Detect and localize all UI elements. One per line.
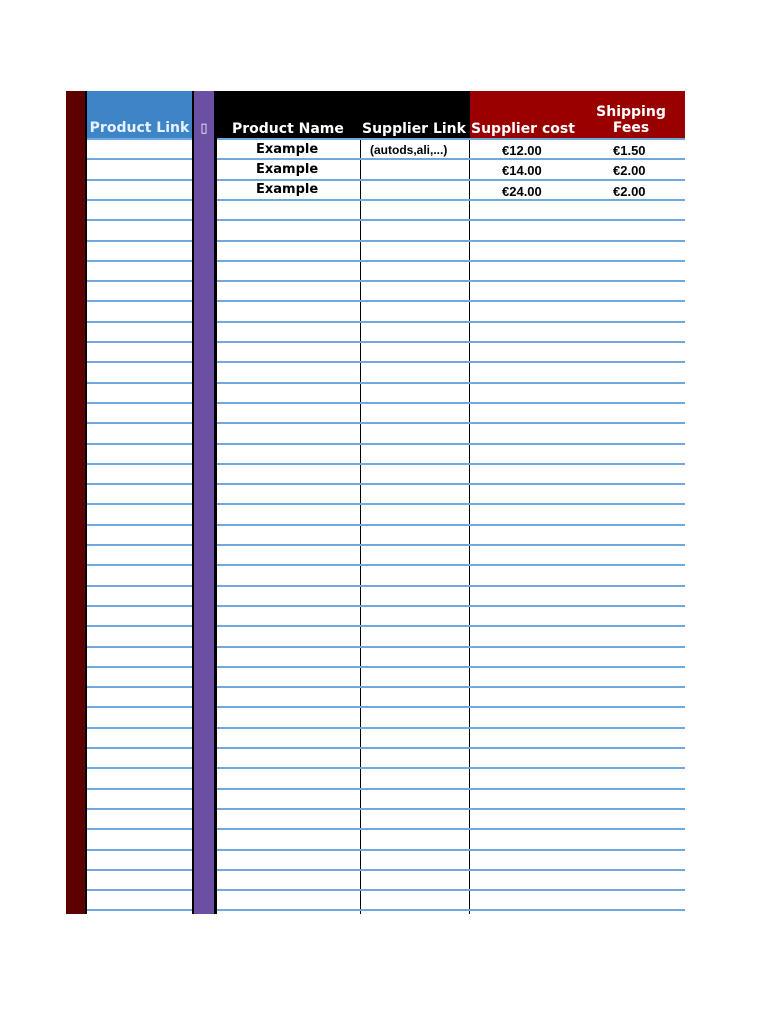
row-line (217, 219, 685, 221)
row-line (87, 483, 192, 485)
row-line (87, 219, 192, 221)
row-line (217, 280, 685, 282)
row-line (87, 382, 192, 384)
row-line (217, 625, 685, 627)
row-line (87, 503, 192, 505)
row-line (217, 808, 685, 810)
row-line (217, 382, 685, 384)
cell-product-name[interactable]: Example (256, 142, 319, 157)
row-line (87, 544, 192, 546)
row-line (87, 666, 192, 668)
row-line (87, 361, 192, 363)
row-line (87, 909, 192, 911)
cell-shipping-fees[interactable]: €2.00 (613, 163, 646, 178)
row-line (217, 240, 685, 242)
row-line (217, 909, 685, 911)
header-supplier-cost[interactable]: Supplier cost (471, 121, 575, 137)
row-line (217, 686, 685, 688)
row-line (217, 158, 685, 160)
row-line (87, 727, 192, 729)
row-line (87, 199, 192, 201)
row-line (87, 869, 192, 871)
row-line (217, 138, 685, 140)
row-line (87, 625, 192, 627)
row-line (217, 199, 685, 201)
row-line (217, 706, 685, 708)
cell-supplier-cost[interactable]: €14.00 (502, 163, 542, 178)
header-purple (194, 91, 214, 138)
row-line (217, 483, 685, 485)
row-line (217, 443, 685, 445)
column-divider (360, 138, 361, 914)
cell-supplier-cost[interactable]: €12.00 (502, 143, 542, 158)
placeholder-glyph-icon: ▯ (200, 121, 208, 136)
row-line (87, 402, 192, 404)
cell-supplier-link[interactable]: (autods,ali,...) (370, 143, 448, 157)
row-line (217, 503, 685, 505)
row-line (217, 849, 685, 851)
row-line (87, 463, 192, 465)
header-product-link-label: Product Link (89, 120, 190, 136)
row-line (217, 544, 685, 546)
row-line (87, 179, 192, 181)
row-line (87, 564, 192, 566)
row-line (87, 605, 192, 607)
row-line (217, 463, 685, 465)
row-line (217, 767, 685, 769)
cell-shipping-fees[interactable]: €1.50 (613, 143, 646, 158)
header-product-link[interactable] (87, 91, 192, 138)
row-line (87, 300, 192, 302)
row-line (217, 869, 685, 871)
row-line (217, 564, 685, 566)
row-line (87, 706, 192, 708)
row-line (87, 240, 192, 242)
row-line (87, 138, 192, 140)
row-line (87, 889, 192, 891)
row-line (217, 321, 685, 323)
row-line (217, 828, 685, 830)
row-line (217, 341, 685, 343)
row-line (217, 727, 685, 729)
header-supplier-link[interactable]: Supplier Link (362, 121, 466, 137)
cell-shipping-fees[interactable]: €2.00 (613, 184, 646, 199)
row-line (217, 666, 685, 668)
row-line (217, 524, 685, 526)
cell-product-name[interactable]: Example (256, 162, 319, 177)
row-line (87, 646, 192, 648)
row-line (87, 585, 192, 587)
row-line (217, 361, 685, 363)
row-line (87, 747, 192, 749)
row-line (87, 849, 192, 851)
header-shipping-fees-line2: Fees (612, 120, 650, 136)
row-line (217, 402, 685, 404)
row-line (217, 889, 685, 891)
spreadsheet (66, 91, 685, 914)
cell-product-name[interactable]: Example (256, 182, 319, 197)
row-line (87, 788, 192, 790)
purple-column (194, 91, 214, 914)
row-line (217, 179, 685, 181)
row-line (87, 767, 192, 769)
row-line (217, 585, 685, 587)
cell-supplier-cost[interactable]: €24.00 (502, 184, 542, 199)
row-line (217, 646, 685, 648)
header-shipping-fees[interactable] (593, 104, 669, 136)
row-line (87, 260, 192, 262)
row-line (217, 260, 685, 262)
row-line (87, 158, 192, 160)
header-shipping-fees-line1: Shipping (596, 104, 666, 120)
row-line (87, 341, 192, 343)
row-line (217, 605, 685, 607)
row-line (217, 422, 685, 424)
row-line (87, 686, 192, 688)
row-line (87, 321, 192, 323)
column-divider (469, 138, 470, 914)
row-line (87, 524, 192, 526)
row-line (87, 443, 192, 445)
row-line (87, 828, 192, 830)
row-line (87, 808, 192, 810)
header-product-name[interactable]: Product Name (232, 121, 344, 137)
row-line (87, 422, 192, 424)
row-line (217, 300, 685, 302)
dark-red-column (66, 91, 85, 914)
row-line (87, 280, 192, 282)
row-line (217, 747, 685, 749)
row-line (217, 788, 685, 790)
